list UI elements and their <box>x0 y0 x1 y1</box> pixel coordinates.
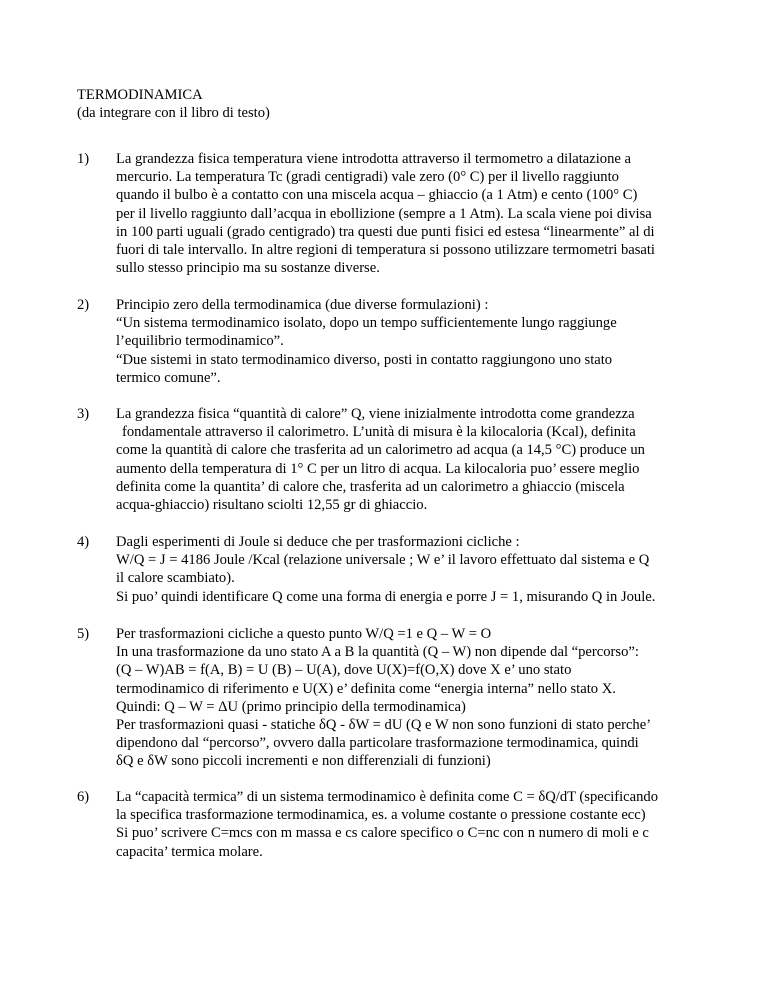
item-number: 1) <box>77 151 90 167</box>
paragraph-line: “Due sistemi in stato termodinamico diverso, posti in contatto raggiungono uno stato <box>116 351 613 368</box>
paragraph-line: La grandezza fisica “quantità di calore” Q, viene inizialmente introdotta come grandezza <box>116 406 635 422</box>
paragraph-line: La grandezza fisica temperatura viene introdotta attraverso il termometro a dilatazione a <box>116 151 631 167</box>
paragraph-line: Principio zero della termodinamica (due diverse formulazioni) : <box>116 297 489 313</box>
paragraph-line: δQ e δW sono piccoli incrementi e non differenziali di funzioni) <box>116 753 491 770</box>
paragraph-line: aumento della temperatura di 1° C per un litro di acqua. La kilocaloria puo’ essere meglio <box>116 460 640 477</box>
item-body <box>116 533 716 606</box>
paragraph-line: dipendono dal “percorso”, ovvero dalla particolare trasformazione termodinamica, quindi <box>116 735 639 752</box>
item-number: 3) <box>77 406 90 422</box>
paragraph-line: come la quantità di calore che trasferita ad un calorimetro ad acqua (a 14,5 °C) produce un <box>116 442 645 459</box>
document-header <box>77 86 270 122</box>
item-body <box>116 150 716 277</box>
paragraph-line: fondamentale attraverso il calorimetro. L’unità di misura è la kilocaloria (Kcal), definita <box>122 424 636 441</box>
paragraph-line: in 100 parti uguali (grado centigrado) tra questi due punti fisici ed estesa “linearmente” al di <box>116 223 655 240</box>
paragraph-line: sullo stesso principio ma su sostanze diverse. <box>116 260 380 277</box>
paragraph-line: definita come la quantita’ di calore che, trasferita ad un calorimetro a ghiaccio (miscela <box>116 478 625 495</box>
paragraph-line: acqua-ghiaccio) risultano sciolti 12,55 gr di ghiaccio. <box>116 497 428 514</box>
paragraph-line: La “capacità termica” di un sistema termodinamico è definita come C = δQ/dT (specificando <box>116 789 659 805</box>
paragraph-line: la specifica trasformazione termodinamica, es. a volume costante o pressione costante ecc) <box>116 807 646 824</box>
paragraph-line: mercurio. La temperatura Tc (gradi centigradi) vale zero (0° C) per il livello raggiunto <box>116 169 619 186</box>
paragraph-line: Si puo’ scrivere C=mcs con m massa e cs calore specifico o C=nc con n numero di moli e c <box>116 825 649 842</box>
paragraph-line: In una trasformazione da uno stato A a B la quantità (Q – W) non dipende dal “percorso”: <box>116 644 639 661</box>
document-title: TERMODINAMICA <box>77 87 203 103</box>
item-body <box>116 788 716 861</box>
paragraph-line: capacita’ termica molare. <box>116 843 263 860</box>
paragraph-line: termodinamico di riferimento e U(X) e’ definita come “energia interna” nello stato X. <box>116 680 616 697</box>
paragraph-line: (Q – W)AB = f(A, B) = U (B) – U(A), dove U(X)=f(O,X) dove X e’ uno stato <box>116 662 572 679</box>
paragraph-line: Per trasformazioni quasi - statiche δQ - δW = dU (Q e W non sono funzioni di stato perche’ <box>116 717 652 734</box>
paragraph-line: il calore scambiato). <box>116 570 235 587</box>
document-subtitle: (da integrare con il libro di testo) <box>77 105 270 122</box>
paragraph-line: “Un sistema termodinamico isolato, dopo un tempo sufficientemente lungo raggiunge <box>116 315 617 332</box>
paragraph-line: quando il bulbo è a contatto con una miscela acqua – ghiaccio (a 1 Atm) e cento (100° C) <box>116 187 638 204</box>
item-body <box>116 296 716 387</box>
item-number: 2) <box>77 297 90 313</box>
paragraph-line: fuori di tale intervallo. In altre regioni di temperatura si possono utilizzare termometri basati <box>116 242 655 259</box>
paragraph-line: Si puo’ quindi identificare Q come una forma di energia e porre J = 1, misurando Q in Joule. <box>116 588 656 605</box>
paragraph-line: termico comune”. <box>116 369 221 386</box>
paragraph-line: per il livello raggiunto dall’acqua in ebollizione (sempre a 1 Atm). La scala viene poi divisa <box>116 205 652 222</box>
item-number: 4) <box>77 534 90 550</box>
paragraph-line: Dagli esperimenti di Joule si deduce che per trasformazioni cicliche : <box>116 534 520 550</box>
item-body <box>116 625 716 771</box>
item-number: 6) <box>77 789 90 805</box>
item-number: 5) <box>77 626 90 642</box>
paragraph-line: W/Q = J = 4186 Joule /Kcal (relazione universale ; W e’ il lavoro effettuato dal sistema e Q <box>116 552 650 569</box>
paragraph-line: l’equilibrio termodinamico”. <box>116 333 284 350</box>
paragraph-line: Quindi: Q – W = ΔU (primo principio della termodinamica) <box>116 698 466 715</box>
item-body <box>116 405 716 514</box>
paragraph-line: Per trasformazioni cicliche a questo punto W/Q =1 e Q – W = O <box>116 626 492 642</box>
